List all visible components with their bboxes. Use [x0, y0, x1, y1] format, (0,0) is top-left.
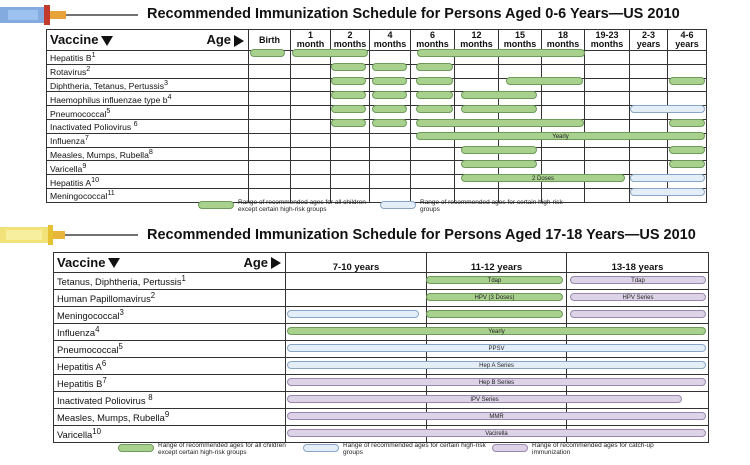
schedule1-header-row [47, 30, 707, 51]
schedule-bar [416, 105, 453, 113]
schedule-bar [630, 105, 705, 113]
schedule2-header-row [54, 253, 709, 273]
vaccine-name: Hepatitis $B^7$ [54, 375, 286, 392]
vaccine-name: Pneumococcal$^5$ [47, 106, 249, 120]
legend-blue-text: Range of recommended ages for certain high-risk groups [343, 442, 486, 456]
schedule-bar [331, 77, 366, 85]
schedule-bar [669, 119, 705, 127]
schedule-bar: Tdap [426, 276, 563, 284]
vaccine-header-label: Vaccine [50, 32, 99, 48]
schedule-bar [250, 49, 285, 57]
schedule-bar [372, 91, 407, 99]
legend-purple-text: Range of recommended ages for catch-up immunization [532, 442, 654, 456]
vaccine-name: Influenza$^7$ [47, 133, 249, 147]
vaccine-name: Measles, Mumps, Rubella$^8$ [47, 147, 249, 161]
vaccine-name: Diphtheria, Tetanus, Pertussis$^3$ [47, 78, 249, 92]
schedule-bar [630, 188, 705, 196]
age-col-header: 15 months [499, 30, 542, 51]
table-row [47, 161, 707, 175]
schedule-bar [426, 310, 563, 318]
age-col-header: Birth [249, 30, 291, 51]
schedule-bar [292, 49, 368, 57]
schedule-bar: Yearly [416, 132, 705, 140]
schedule-bar: MMR [287, 412, 706, 420]
schedule2-title: Recommended Immunization Schedule for Persons Aged 17-18 Years—US 2010 [147, 227, 696, 243]
age-col-header: 11-12 years [427, 253, 567, 273]
vaccine-name: Haemophilus influenzae type $b^4$ [47, 92, 249, 106]
schedule1-title: Recommended Immunization Schedule for Persons Aged 0-6 Years—US 2010 [147, 6, 680, 22]
schedule-bar: Hep B Series [287, 378, 706, 386]
age-col-header: 18 months [542, 30, 585, 51]
vaccine-name: Meningococcal$^{11}$ [47, 188, 249, 202]
schedule-bar [331, 105, 366, 113]
vaccine-name: Inactivated Poliovirus $^6$ [47, 119, 249, 133]
schedule-bar [506, 77, 583, 85]
schedule-bar: HPV Series [570, 293, 706, 301]
schedule-bar [331, 91, 366, 99]
schedule-bar [372, 77, 407, 85]
vaccine-name: Inactivated Poliovirus $^8$ [54, 392, 286, 409]
schedule-bar [669, 146, 705, 154]
schedule-bar [461, 160, 537, 168]
vaccine-name: Meningococcal$^3$ [54, 307, 286, 324]
down-triangle-icon [101, 36, 113, 46]
vaccine-name: Rotavirus$^2$ [47, 64, 249, 78]
right-triangle-icon [271, 257, 281, 269]
syringe-icon [0, 222, 140, 248]
schedule-bar [461, 91, 537, 99]
vaccine-name: Varicella$^{10}$ [54, 426, 286, 443]
age-col-header: 4-6 years [668, 30, 707, 51]
schedule-bar [372, 63, 407, 71]
schedule-bar [416, 91, 453, 99]
schedule-bar [417, 49, 585, 57]
legend-swatch-green [118, 444, 154, 452]
age-col-header: 13-18 years [567, 253, 709, 273]
age-header-label: Age [206, 32, 231, 48]
schedule-bar [461, 105, 537, 113]
age-col-header: 7-10 years [286, 253, 427, 273]
age-header-label: Age [243, 254, 268, 270]
right-triangle-icon [234, 35, 244, 47]
table-row [47, 147, 707, 161]
legend-green-text: Range of recommended ages for all children except certain high-risk groups [238, 199, 366, 213]
schedule-bar [372, 105, 407, 113]
age-col-header: 4 months [370, 30, 411, 51]
legend-swatch-purple [492, 444, 528, 452]
legend-swatch-blue [303, 444, 339, 452]
age-col-header: 6 months [411, 30, 455, 51]
schedule-bar [416, 63, 453, 71]
schedule-bar [287, 310, 419, 318]
schedule-bar [416, 77, 453, 85]
schedule-bar [461, 146, 537, 154]
schedule-bar [669, 77, 705, 85]
vaccine-name: Hepatitis $B^1$ [47, 51, 249, 65]
vaccine-name: Varicella$^9$ [47, 161, 249, 175]
schedule-bar: Vacirella [287, 429, 706, 437]
age-col-header: 19-23 months [585, 30, 630, 51]
schedule-bar: Yearly [287, 327, 706, 335]
legend-green-text: Range of recommended ages for all children except certain high-risk groups [158, 442, 286, 456]
legend-blue-text: Range of recommended ages for certain high-risk groups [420, 199, 563, 213]
vaccine-name: Tetanus, Diphtheria, Pertussis$^1$ [54, 273, 286, 290]
schedule-bar [331, 63, 366, 71]
age-col-header: 12 months [455, 30, 499, 51]
down-triangle-icon [108, 258, 120, 268]
legend-swatch-green [198, 201, 234, 209]
legend-swatch-blue [380, 201, 416, 209]
vaccine-age-header [54, 253, 286, 273]
vaccine-age-header [47, 30, 249, 51]
schedule-bar: Hep A Series [287, 361, 706, 369]
vaccine-name: Hepatitis $A^{10}$ [47, 175, 249, 189]
syringe-icon [0, 2, 140, 28]
age-col-header: 2-3 years [630, 30, 668, 51]
schedule-bar [630, 174, 705, 182]
schedule-bar: Tdap [570, 276, 706, 284]
vaccine-name: Measles, Mumps, Rubella$^9$ [54, 409, 286, 426]
vaccine-name: Pneumococcal$^5$ [54, 341, 286, 358]
schedule-bar [416, 119, 584, 127]
age-col-header: 2 months [331, 30, 370, 51]
schedule-bar: HPV (3 Doses) [426, 293, 563, 301]
schedule-bar: IPV Series [287, 395, 682, 403]
vaccine-name: Influenza$^4$ [54, 324, 286, 341]
age-col-header: 1 month [291, 30, 331, 51]
schedule-bar: PPSV [287, 344, 706, 352]
schedule-bar [372, 119, 407, 127]
vaccine-header-label: Vaccine [57, 254, 106, 270]
schedule-bar: 2 Doses [461, 174, 625, 182]
schedule-bar [331, 119, 366, 127]
schedule-bar [669, 160, 705, 168]
vaccine-name: Human Papillomavirus$^2$ [54, 290, 286, 307]
schedule-bar [570, 310, 706, 318]
vaccine-name: Hepatitis $A^6$ [54, 358, 286, 375]
